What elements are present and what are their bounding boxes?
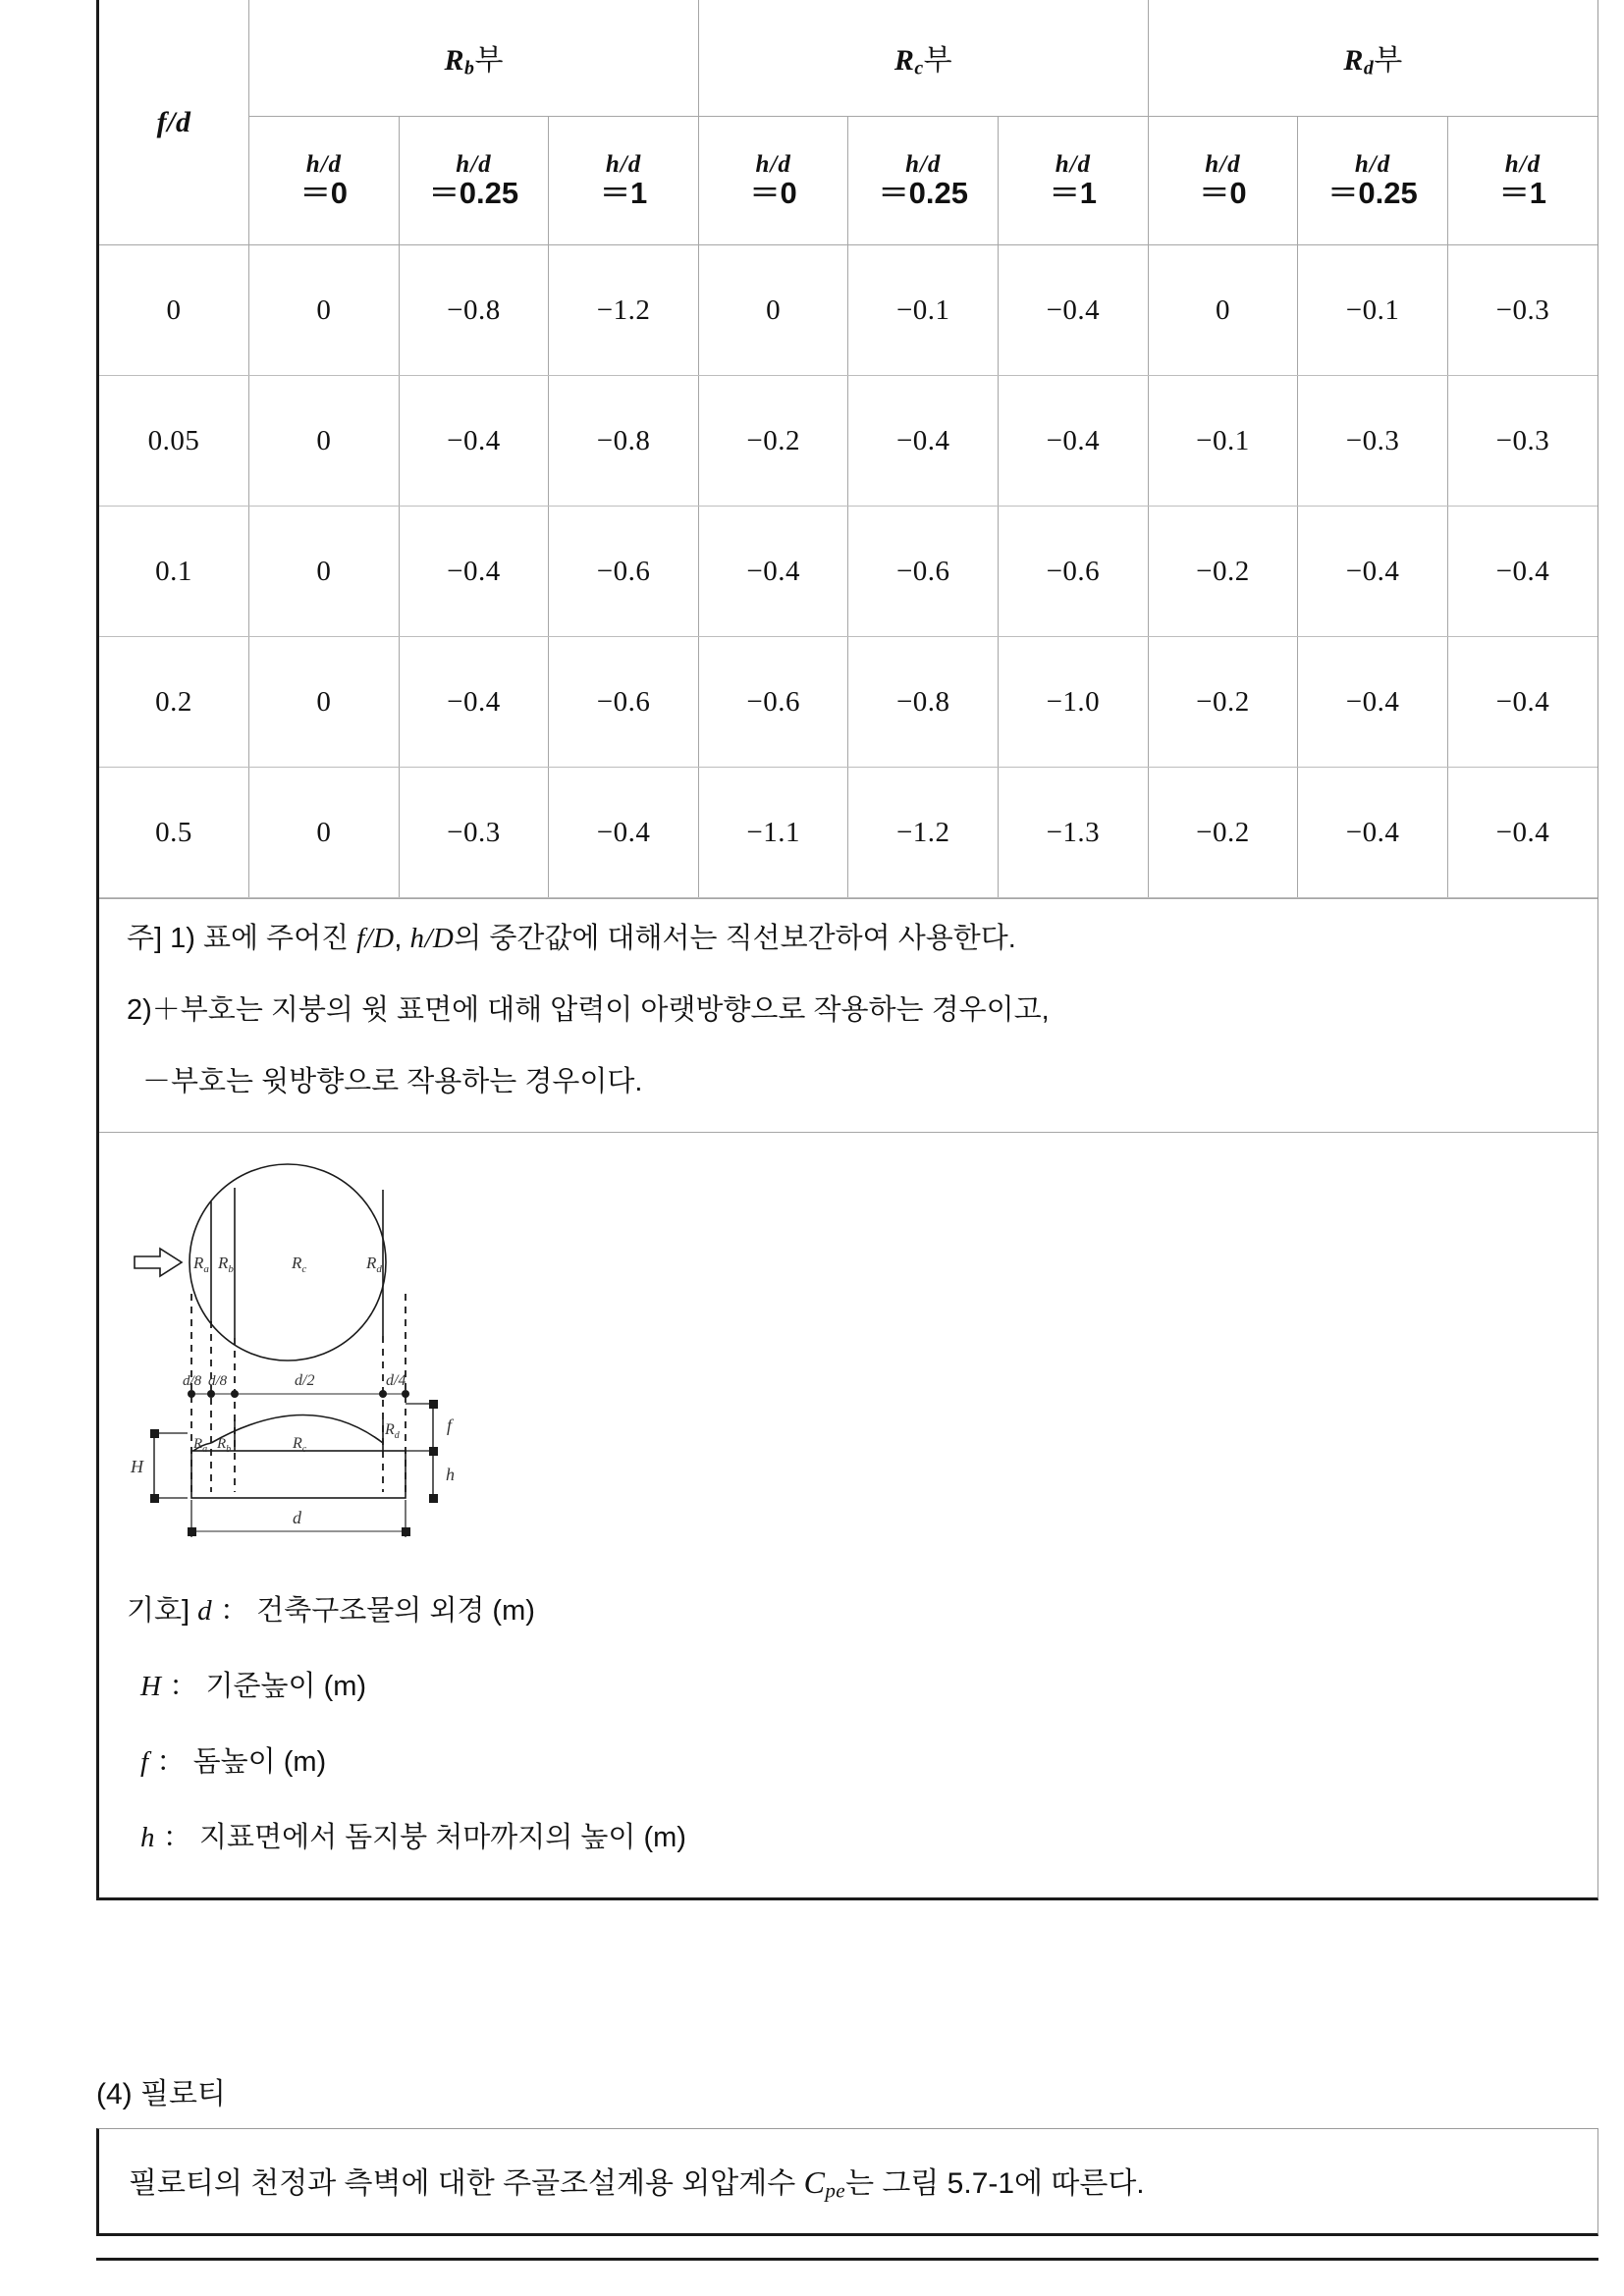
section-heading-piloti: (4) 필로티 xyxy=(96,2078,226,2110)
hd-label: h/d xyxy=(1205,150,1241,178)
rc-subscript: c xyxy=(914,57,924,80)
hd-label: h/d xyxy=(1354,150,1391,178)
cell-value: −0.8 xyxy=(549,376,699,507)
rb-subscript: b xyxy=(464,57,475,80)
cell-value: −0.2 xyxy=(1148,768,1298,898)
piloti-text-post: 는 그림 5.7-1에 따른다. xyxy=(845,2167,1145,2200)
dimension-tick xyxy=(188,1390,195,1398)
hd-label: h/d xyxy=(605,150,642,178)
sub-header-rc-hd0 xyxy=(698,117,848,245)
cell-value: 0 xyxy=(1148,245,1298,376)
elevation-label-rd: $R_d$ xyxy=(385,1421,400,1441)
cell-value: −0.1 xyxy=(848,245,999,376)
fd-label: f/d xyxy=(156,105,191,138)
group-header-rd xyxy=(1148,0,1597,117)
sub-header-rb-hd0 xyxy=(249,117,400,245)
cell-value: −0.8 xyxy=(848,637,999,768)
cell-value: −0.8 xyxy=(399,245,549,376)
note1-symbol-fD: f/D xyxy=(356,923,395,954)
plan-label-rb: $R_b$ xyxy=(218,1254,234,1275)
elevation-label-d: d xyxy=(293,1508,301,1527)
cell-value: −0.1 xyxy=(1148,376,1298,507)
note1-mid: , xyxy=(394,923,410,954)
cell-value: −0.6 xyxy=(848,507,999,637)
hd-label: h/d xyxy=(1055,150,1092,178)
table-row xyxy=(99,637,1597,768)
cell-value: −1.0 xyxy=(999,637,1149,768)
sub-header-rd-hd1 xyxy=(1447,117,1597,245)
rb-suffix: 부 xyxy=(474,44,504,78)
dome-diagram-figure xyxy=(99,1132,1597,1591)
dimension-tick xyxy=(231,1390,239,1398)
cell-value: −0.6 xyxy=(549,637,699,768)
table-notes xyxy=(99,898,1597,1132)
rb-symbol: R xyxy=(444,44,465,78)
cell-value: 0 xyxy=(698,245,848,376)
cell-value: −0.4 xyxy=(399,507,549,637)
cell-value: −0.4 xyxy=(1447,768,1597,898)
table-row xyxy=(99,245,1597,376)
cell-value: −0.6 xyxy=(999,507,1149,637)
group-header-rb xyxy=(249,0,699,117)
elevation-label-rd-sub: d xyxy=(394,1430,400,1441)
cell-fd: 0.2 xyxy=(99,637,249,768)
elevation-label-ra: $R_a$ xyxy=(193,1436,208,1455)
hd-value: ＝0 xyxy=(299,175,349,210)
hd-value: ＝1 xyxy=(1049,175,1097,210)
cell-value: −0.3 xyxy=(1447,376,1597,507)
elevation-label-rc: $R_c$ xyxy=(293,1435,307,1455)
symbol-heading: 기호] xyxy=(127,1595,190,1627)
cell-value: −0.2 xyxy=(1148,637,1298,768)
symbol-char-f: f xyxy=(140,1746,149,1778)
hd-value: ＝1 xyxy=(1498,175,1547,210)
symbol-char-d: d xyxy=(197,1595,213,1627)
symbol-line-h xyxy=(127,1824,1597,1852)
elevation-label-rc-sub: c xyxy=(301,1444,307,1455)
cell-value: −1.2 xyxy=(549,245,699,376)
cell-value: 0 xyxy=(249,637,400,768)
page-bottom-rule xyxy=(96,2258,1598,2261)
table-group-header-row xyxy=(99,0,1597,117)
cell-value: −0.4 xyxy=(399,376,549,507)
rc-suffix: 부 xyxy=(923,44,952,78)
cell-value: −0.3 xyxy=(1447,245,1597,376)
elevation-building-box xyxy=(191,1451,406,1498)
rd-subscript: d xyxy=(1363,57,1375,80)
cell-value: −0.4 xyxy=(999,376,1149,507)
plan-dim-d2: d/2 xyxy=(295,1372,315,1389)
sub-header-rd-hd0 xyxy=(1148,117,1298,245)
cpe-symbol-subscript: pe xyxy=(825,2178,846,2203)
symbol-line-H xyxy=(127,1673,1597,1701)
symbol-desc-h: ： 지표면에서 돔지붕 처마까지의 높이 (m) xyxy=(162,1822,686,1853)
cell-value: −1.3 xyxy=(999,768,1149,898)
rd-suffix: 부 xyxy=(1374,44,1403,78)
plan-dim-d4: d/4 xyxy=(386,1372,406,1389)
cell-value: −0.2 xyxy=(1148,507,1298,637)
piloti-text-pre: 필로티의 천정과 측벽에 대한 주골조설계용 외압계수 xyxy=(129,2167,804,2200)
hd-value: ＝0 xyxy=(749,175,797,210)
symbol-desc-d: ： 건축구조물의 외경 (m) xyxy=(220,1595,535,1627)
plan-label-ra: $R_a$ xyxy=(193,1254,209,1275)
sub-header-rb-hd025 xyxy=(399,117,549,245)
cell-value: 0 xyxy=(249,768,400,898)
table-row xyxy=(99,768,1597,898)
dimension-tick xyxy=(207,1390,215,1398)
sub-header-rc-hd025 xyxy=(848,117,999,245)
rc-symbol: R xyxy=(893,44,915,78)
hd-label: h/d xyxy=(1504,150,1542,178)
symbol-char-H: H xyxy=(140,1671,162,1702)
elevation-label-h: h xyxy=(446,1465,455,1484)
symbol-line-d xyxy=(127,1597,1597,1626)
elevation-label-ra-sub: a xyxy=(202,1444,208,1455)
symbol-desc-f: ： 돔높이 (m) xyxy=(156,1746,327,1778)
cell-value: 0 xyxy=(249,376,400,507)
hd-value: ＝0.25 xyxy=(428,175,519,210)
symbol-char-h: h xyxy=(140,1822,155,1853)
dome-geometry-diagram xyxy=(113,1147,466,1588)
symbol-desc-H: ： 기준높이 (m) xyxy=(169,1671,367,1702)
hd-label: h/d xyxy=(755,150,791,178)
cell-value: −0.4 xyxy=(1298,768,1448,898)
hd-label: h/d xyxy=(456,150,492,178)
table-sub-header-row xyxy=(99,117,1597,245)
cpe-symbol xyxy=(803,2164,846,2203)
hd-label: h/d xyxy=(305,150,343,178)
cell-value: −0.4 xyxy=(999,245,1149,376)
group-header-rc xyxy=(698,0,1148,117)
note-line-1 xyxy=(127,925,1597,953)
elevation-label-f: f xyxy=(447,1415,453,1435)
note-line-2: 2)＋부호는 지붕의 윗 표면에 대해 압력이 아랫방향으로 작용하는 경우이고, xyxy=(127,994,1050,1026)
plan-label-rd: $R_d$ xyxy=(366,1254,382,1275)
cell-value: −0.6 xyxy=(549,507,699,637)
cell-value: −0.1 xyxy=(1298,245,1448,376)
cell-value: 0 xyxy=(249,507,400,637)
cell-value: −0.4 xyxy=(848,376,999,507)
cell-value: −0.4 xyxy=(1298,507,1448,637)
plan-dim-d8-second: d/8 xyxy=(208,1373,228,1389)
cpe-symbol-letter: C xyxy=(803,2164,826,2200)
table-row xyxy=(99,507,1597,637)
piloti-description-box xyxy=(96,2128,1598,2236)
cell-value: −1.2 xyxy=(848,768,999,898)
sub-header-rd-hd025 xyxy=(1298,117,1448,245)
cell-value: −0.4 xyxy=(1447,507,1597,637)
standard-table-block xyxy=(96,0,1598,1900)
hd-value: ＝0 xyxy=(1199,175,1247,210)
cell-value: −0.3 xyxy=(1298,376,1448,507)
dimension-tick xyxy=(379,1390,387,1398)
cell-value: −0.2 xyxy=(698,376,848,507)
rd-symbol: R xyxy=(1343,44,1364,78)
hd-label: h/d xyxy=(905,150,942,178)
plan-label-ra-sub: a xyxy=(203,1263,209,1275)
note1-post: 의 중간값에 대해서는 직선보간하여 사용한다. xyxy=(454,923,1016,954)
cell-value: −0.4 xyxy=(399,637,549,768)
piloti-description xyxy=(129,2164,1145,2203)
elevation-label-H: H xyxy=(131,1457,143,1476)
table-row xyxy=(99,376,1597,507)
dimension-tick xyxy=(429,1494,438,1503)
hd-value: ＝1 xyxy=(599,175,648,210)
cell-value: −1.1 xyxy=(698,768,848,898)
pressure-coefficient-table xyxy=(99,0,1597,898)
cell-value: 0 xyxy=(249,245,400,376)
dimension-tick xyxy=(402,1390,409,1398)
cell-fd: 0.05 xyxy=(99,376,249,507)
hd-value: ＝0.25 xyxy=(878,175,968,210)
plan-label-rb-sub: b xyxy=(228,1263,234,1275)
elevation-label-rb: $R_b$ xyxy=(217,1436,232,1455)
cell-value: −0.4 xyxy=(1298,637,1448,768)
sub-header-rc-hd1 xyxy=(999,117,1149,245)
plan-label-rd-sub: d xyxy=(376,1263,382,1275)
plan-label-rc: $R_c$ xyxy=(292,1254,307,1275)
plan-label-rc-sub: c xyxy=(301,1263,307,1275)
symbol-line-f xyxy=(127,1748,1597,1777)
elevation-label-rb-sub: b xyxy=(226,1444,232,1455)
cell-value: −0.4 xyxy=(1447,637,1597,768)
header-cell-fd xyxy=(99,0,249,245)
cell-value: −0.4 xyxy=(698,507,848,637)
cell-value: −0.6 xyxy=(698,637,848,768)
note1-pre: 주] 1) 표에 주어진 xyxy=(127,923,357,954)
cell-fd: 0 xyxy=(99,245,249,376)
cell-value: −0.4 xyxy=(549,768,699,898)
cell-value: −0.3 xyxy=(399,768,549,898)
note1-symbol-hD: h/D xyxy=(409,923,455,954)
note-line-3: －부호는 윗방향으로 작용하는 경우이다. xyxy=(142,1066,643,1097)
sub-header-rb-hd1 xyxy=(549,117,699,245)
plan-dim-d8-first: d/8 xyxy=(183,1373,202,1389)
wind-direction-arrow-icon xyxy=(135,1249,182,1276)
symbol-legend xyxy=(99,1591,1597,1897)
cell-fd: 0.5 xyxy=(99,768,249,898)
hd-value: ＝0.25 xyxy=(1327,175,1418,210)
cell-fd: 0.1 xyxy=(99,507,249,637)
